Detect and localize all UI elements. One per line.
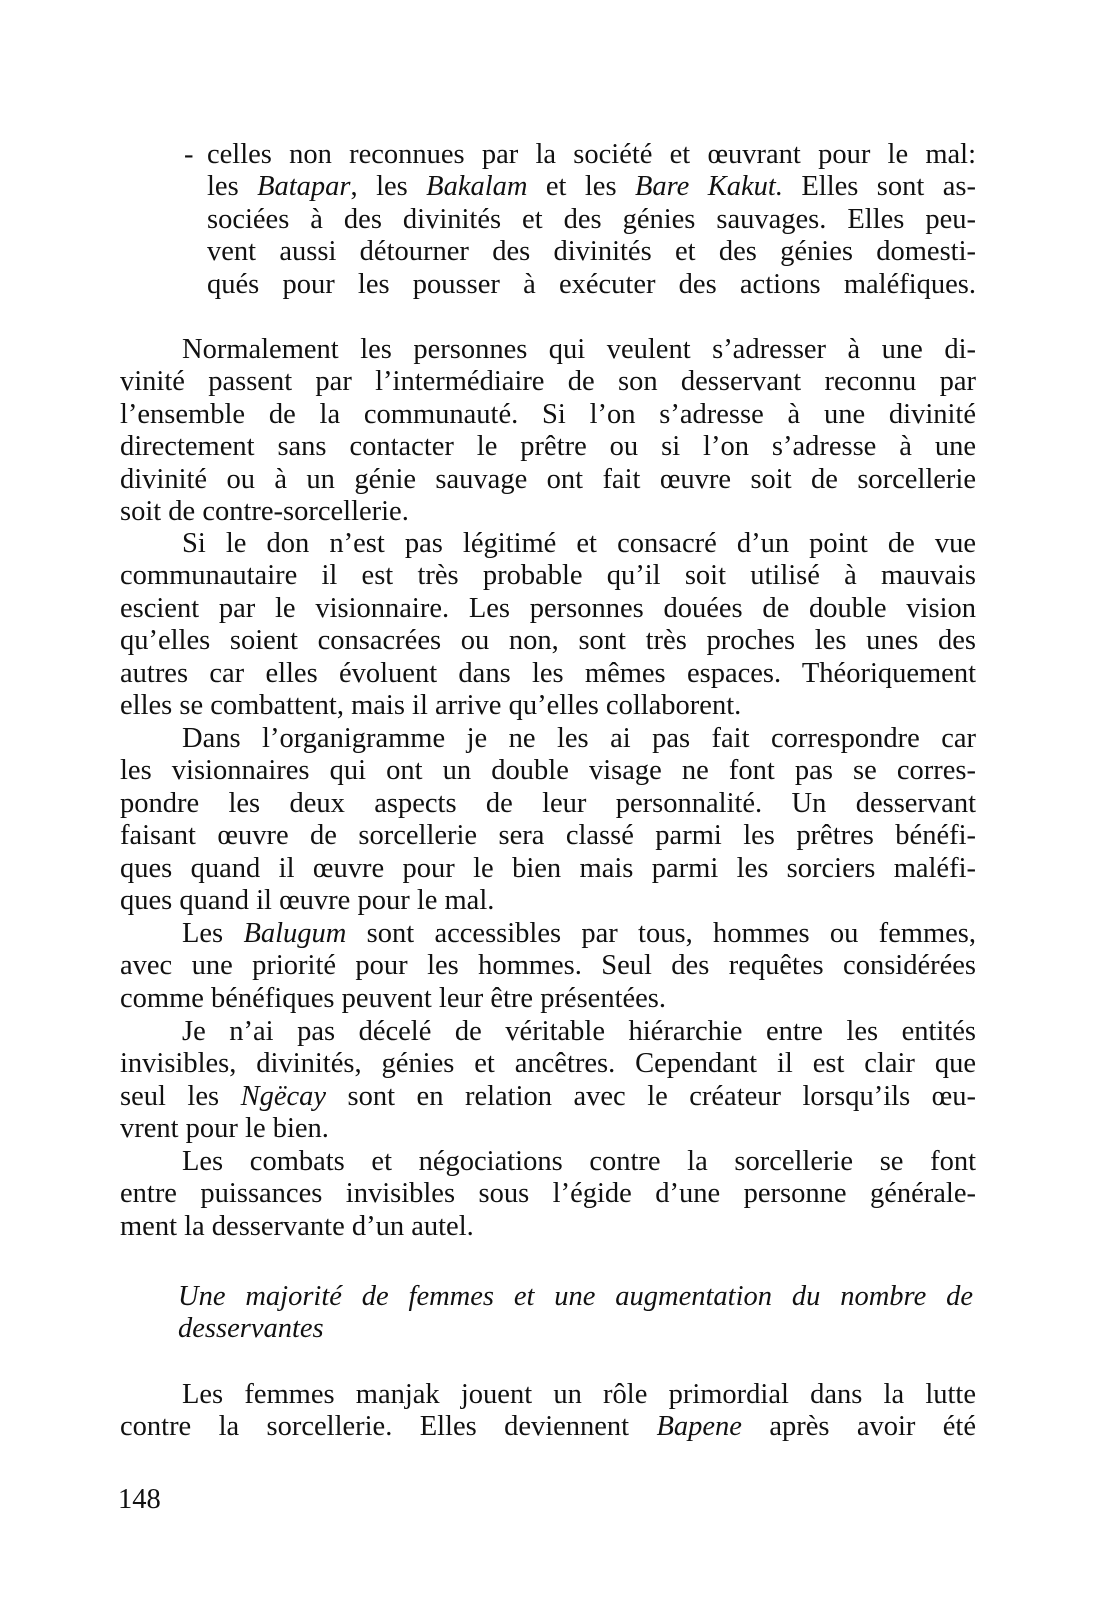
text-line	[120, 1411, 976, 1443]
italic-term: Batapar	[257, 171, 351, 203]
text-segment: Les femmes manjak jouent un rôle primordial dans la lutte	[182, 1379, 976, 1410]
bullet-dash: -	[184, 139, 194, 170]
text-segment: Les	[182, 918, 244, 949]
text-line	[120, 1048, 976, 1080]
text-line	[120, 528, 976, 560]
text-segment: communautaire il est très probable qu’il soit utilisé à mauvais	[120, 560, 976, 592]
text-segment: vrent pour le bien.	[120, 1113, 329, 1145]
paragraph-4	[120, 918, 976, 1015]
text-segment: Si le don n’est pas légitimé et consacré d’un point de vue	[182, 528, 976, 559]
italic-term: Ngëcay	[240, 1080, 327, 1112]
text-line	[178, 1281, 973, 1313]
text-segment: qués pour les pousser à exécuter des actions maléfiques.	[207, 268, 976, 300]
text-line	[120, 593, 976, 625]
paragraph-7	[120, 1379, 976, 1444]
text-line	[120, 1178, 976, 1210]
bullet-text	[120, 139, 976, 301]
text-segment: l’ensemble de la communauté. Si l’on s’adresse à une divinité	[120, 398, 976, 430]
text-segment: faisant œuvre de sorcellerie sera classé parmi les prêtres bénéfi-	[120, 820, 976, 852]
text-line	[120, 399, 976, 431]
text-segment: , les	[350, 171, 427, 203]
section-heading	[178, 1281, 973, 1346]
text-segment: celles non reconnues par la société et œuvrant pour le mal:	[207, 139, 976, 170]
text-line	[120, 1113, 976, 1145]
text-segment: ques quand il œuvre pour le mal.	[120, 884, 495, 916]
paragraph-1	[120, 334, 976, 528]
text-line	[120, 788, 976, 820]
text-segment: et les	[527, 171, 635, 203]
text-segment: seul les	[120, 1080, 241, 1112]
text-segment: ment la desservante d’un autel.	[120, 1210, 474, 1242]
page-number: 148	[118, 1484, 161, 1515]
text-segment: ques quand il œuvre pour le bien mais parmi les sorciers maléfi-	[120, 852, 976, 884]
text-segment: avec une priorité pour les hommes. Seul des requêtes considérées	[120, 950, 976, 982]
text-line	[178, 1313, 973, 1345]
paragraph-6	[120, 1146, 976, 1243]
text-line	[120, 204, 976, 236]
text-segment: vent aussi détourner des divinités et des génies domesti-	[207, 236, 976, 268]
text-line	[120, 236, 976, 268]
text-line	[120, 918, 976, 950]
text-segment: Je n’ai pas décelé de véritable hiérarchie entre les entités	[182, 1016, 976, 1047]
text-segment: comme bénéfiques peuvent leur être présentées.	[120, 982, 667, 1014]
text-line	[120, 464, 976, 496]
bullet-item	[120, 139, 976, 301]
text-segment: Une majorité de femmes et une augmentation du nombre de	[178, 1281, 973, 1312]
text-segment: Normalement les personnes qui veulent s’adresser à une di-	[182, 334, 976, 365]
text-segment: Elles sont as-	[782, 171, 976, 203]
text-line	[120, 334, 976, 366]
text-line	[120, 853, 976, 885]
text-line	[120, 269, 976, 301]
text-line	[120, 431, 976, 463]
text-segment: sont en relation avec le créateur lorsqu’ils œu-	[326, 1080, 976, 1112]
text-line	[120, 171, 976, 203]
text-line	[120, 820, 976, 852]
text-line	[120, 885, 976, 917]
paragraph-5	[120, 1016, 976, 1146]
text-segment: desservantes	[178, 1313, 324, 1345]
text-line	[120, 1016, 976, 1048]
text-segment: contre la sorcellerie. Elles deviennent	[120, 1411, 657, 1443]
text-segment: Dans l’organigramme je ne les ai pas fait correspondre car	[182, 723, 976, 754]
text-segment: divinité ou à un génie sauvage ont fait œuvre soit de sorcellerie	[120, 463, 976, 495]
text-line	[120, 983, 976, 1015]
text-segment: sont accessibles par tous, hommes ou femmes,	[346, 918, 977, 949]
italic-term: Balugum	[243, 918, 347, 949]
text-line	[120, 625, 976, 657]
text-line	[120, 139, 976, 171]
text-segment: elles se combattent, mais il arrive qu’elles collaborent.	[120, 689, 742, 721]
text-segment: Les combats et négociations contre la sorcellerie se font	[182, 1146, 976, 1177]
text-segment: sociées à des divinités et des génies sauvages. Elles peu-	[207, 203, 976, 235]
text-line	[120, 690, 976, 722]
text-line	[120, 723, 976, 755]
text-line	[120, 950, 976, 982]
text-line	[120, 1081, 976, 1113]
text-segment: qu’elles soient consacrées ou non, sont très proches les unes des	[120, 625, 976, 657]
text-line	[120, 1146, 976, 1178]
text-segment: entre puissances invisibles sous l’égide d’une personne générale-	[120, 1178, 976, 1210]
text-segment: après avoir été	[741, 1411, 976, 1443]
text-segment: invisibles, divinités, génies et ancêtres. Cependant il est clair que	[120, 1048, 976, 1080]
text-line	[120, 496, 976, 528]
text-line	[120, 755, 976, 787]
italic-term: Bakalam	[426, 171, 528, 203]
paragraph-3	[120, 723, 976, 917]
text-line	[120, 560, 976, 592]
text-segment: les	[207, 171, 258, 203]
paragraph-2	[120, 528, 976, 722]
text-segment: directement sans contacter le prêtre ou si l’on s’adresse à une	[120, 431, 976, 463]
italic-term: Bapene	[656, 1411, 742, 1443]
text-line	[120, 1379, 976, 1411]
text-segment: pondre les deux aspects de leur personnalité. Un desservant	[120, 787, 976, 819]
text-segment: soit de contre-sorcellerie.	[120, 495, 409, 527]
text-segment: autres car elles évoluent dans les mêmes espaces. Théoriquement	[120, 657, 976, 689]
italic-term: Bare Kakut.	[634, 171, 783, 203]
text-segment: escient par le visionnaire. Les personnes douées de double vision	[120, 592, 976, 624]
text-line	[120, 366, 976, 398]
text-segment: vinité passent par l’intermédiaire de son desservant reconnu par	[120, 366, 976, 398]
text-segment: les visionnaires qui ont un double visage ne font pas se corres-	[120, 755, 976, 787]
text-line	[120, 658, 976, 690]
text-line	[120, 1211, 976, 1243]
